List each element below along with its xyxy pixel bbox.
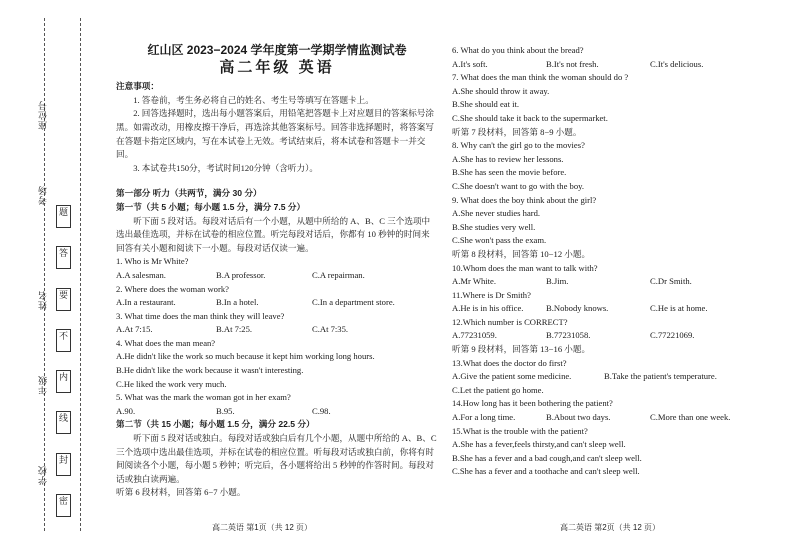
exam-subtitle: 高二年级 英语: [219, 58, 335, 76]
option: C.A repairman.: [312, 269, 365, 280]
option: C.She won't pass the exam.: [452, 235, 547, 246]
option: B.She has seen the movie before.: [452, 167, 567, 178]
seal-warning: 题 答 要 不 内 线 封 密: [56, 205, 71, 523]
footer-page-2: 高二英语 第2页（共 12 页）: [560, 523, 661, 532]
margin-line: [44, 18, 45, 531]
question-1-options: [116, 269, 438, 283]
section1-instructions: 听下面 5 段对话。每段对话后有一个小题，从题中所给的 A、B、C 三个选项中选出最佳选项，并标在试卷的相应位置。听完每段对话后，你都有 10 秒钟的时间来回答有关小题和阅读下一小题。每段对话仅读一遍。: [116, 215, 431, 253]
option: A.She never studies hard.: [452, 208, 541, 219]
option: C.98.: [312, 405, 331, 416]
question-7: 7. What does the man think the woman should do ?: [452, 72, 629, 83]
option: B.95.: [216, 405, 235, 416]
question-9: 9. What does the boy think about the girl?: [452, 194, 597, 205]
question-15: 15.What is the trouble with the patient?: [452, 425, 588, 436]
option: A.In a restaurant.: [116, 297, 176, 308]
school-label: 学校: [38, 465, 48, 485]
question-3-options: [116, 323, 438, 337]
question-13: 13.What does the doctor do first?: [452, 357, 567, 368]
option: C.She has a fever and a toothache and can't sleep well.: [452, 466, 640, 477]
right-column: [452, 44, 752, 479]
option: B.A professor.: [216, 269, 266, 280]
exam-title: 红山区 2023−2024 学年度第一学期学情监测试卷: [147, 43, 407, 57]
option: B.About two days.: [546, 412, 611, 423]
option: C.More than one week.: [650, 412, 731, 423]
option: A.For a long time.: [452, 412, 516, 423]
left-column: [116, 44, 438, 500]
notes-heading: 注意事项：: [116, 81, 159, 92]
binding-margin: [0, 0, 88, 543]
option: C.She should take it back to the supermarket.: [452, 112, 608, 123]
section2-heading: 第二节（共 15 小题；每小题 1.5 分，满分 22.5 分）: [116, 419, 315, 430]
question-2-options: [116, 296, 438, 310]
question-1: 1. Who is Mr White?: [116, 256, 189, 267]
option: B.Nobody knows.: [546, 303, 609, 314]
option: A.She should throw it away.: [452, 85, 550, 96]
option: C.Dr Smith.: [650, 276, 692, 287]
seat-number-label: 座位号: [38, 100, 48, 130]
option: A.77231059.: [452, 330, 497, 341]
question-6: 6. What do you think about the bread?: [452, 45, 584, 55]
option: A.It's soft.: [452, 58, 488, 69]
option: C.Let the patient go home.: [452, 384, 544, 395]
option: B.He didn't like the work because it wasn't interesting.: [116, 365, 304, 376]
option: B.She has a fever and a bad cough,and can't sleep well.: [452, 452, 642, 463]
question-5-options: [116, 405, 438, 419]
class-label: 年级: [38, 375, 48, 395]
option: C.At 7:35.: [312, 324, 349, 335]
segment-7-note: 听第 7 段材料，回答第 8−9 小题。: [452, 126, 582, 137]
option: A.Mr White.: [452, 276, 496, 287]
option: A.90.: [116, 405, 136, 416]
option: A.She has a fever,feels thirsty,and can't sleep well.: [452, 439, 626, 450]
note-item: 1. 答卷前，考生务必将自己的姓名、考生号等填写在答题卡上。: [133, 94, 374, 105]
question-10: 10.Whom does the man want to talk with?: [452, 262, 598, 273]
segment-9-note: 听第 9 段材料，回答第 13−16 小题。: [452, 344, 591, 355]
segment-6-note: 听第 6 段材料，回答第 6−7 小题。: [116, 487, 246, 498]
option: C.In a department store.: [312, 297, 395, 308]
option: B.77231058.: [546, 330, 591, 341]
option: A.She has to review her lessons.: [452, 153, 564, 164]
option: B.She studies very well.: [452, 221, 536, 232]
option: A.He is in his office.: [452, 303, 524, 314]
footer-page-1: 高二英语 第1页（共 12 页）: [212, 523, 313, 532]
option: B.In a hotel.: [216, 297, 259, 308]
question-14: 14.How long has it been bothering the patient?: [452, 398, 613, 409]
section2-instructions: 听下面 5 段对话或独白。每段对话或独白后有几个小题，从题中所给的 A、B、C 三个选项中选出最佳选项，并标在试卷的相应位置。听每段对话或独白前，你将有时间阅读各个小题，每小题 5 秒钟；听完后，各小题将给出 5 秒钟的作答时间。每段对话或独白读两遍。: [116, 433, 437, 484]
question-4: 4. What does the man mean?: [116, 337, 216, 348]
exam-room-label: 考场: [38, 185, 48, 205]
option: B.At 7:25.: [216, 324, 253, 335]
option: B.Take the patient's temperature.: [604, 371, 717, 382]
question-2: 2. Where does the woman work?: [116, 283, 229, 294]
seal-line: [80, 18, 81, 531]
question-3: 3. What time does the man think they will leave?: [116, 310, 285, 321]
option: B.She should eat it.: [452, 99, 520, 110]
option: C.She doesn't want to go with the boy.: [452, 180, 585, 191]
question-12: 12.Which number is CORRECT?: [452, 316, 568, 327]
option: C.He liked the work very much.: [116, 378, 227, 389]
option: B.It's not fresh.: [546, 58, 599, 69]
name-label: 姓名: [38, 290, 48, 310]
option: A.Give the patient some medicine.: [452, 371, 572, 382]
question-11: 11.Where is Dr Smith?: [452, 289, 531, 300]
option: C.It's delicious.: [650, 58, 704, 69]
question-5: 5. What was the mark the woman got in her exam?: [116, 392, 291, 403]
note-item: 3. 本试卷共150分，考试时间120分钟（含听力）。: [133, 162, 318, 173]
option: A.At 7:15.: [116, 324, 153, 335]
option: A.A salesman.: [116, 269, 166, 280]
option: B.Jim.: [546, 276, 569, 287]
note-item: 2. 回答选择题时，选出每小题答案后，用铅笔把答题卡上对应题目的答案标号涂黑。如需改动，用橡皮擦干净后，再选涂其他答案标号。回答非选择题时，将答案写在答题卡指定区域内，写在本试卷上无效。考试结束后，将本试卷和答题卡一并交回。: [116, 108, 434, 160]
option: C.He is at home.: [650, 303, 708, 314]
question-8: 8. Why can't the girl go to the movies?: [452, 140, 585, 151]
section1-heading: 第一节（共 5 小题；每小题 1.5 分，满分 7.5 分）: [116, 201, 306, 212]
segment-8-note: 听第 8 段材料，回答第 10−12 小题。: [452, 248, 591, 259]
option: C.77221069.: [650, 330, 695, 341]
part1-heading: 第一部分 听力（共两节，满分 30 分）: [116, 188, 262, 199]
option: A.He didn't like the work so much because it kept him working long hours.: [116, 351, 375, 362]
